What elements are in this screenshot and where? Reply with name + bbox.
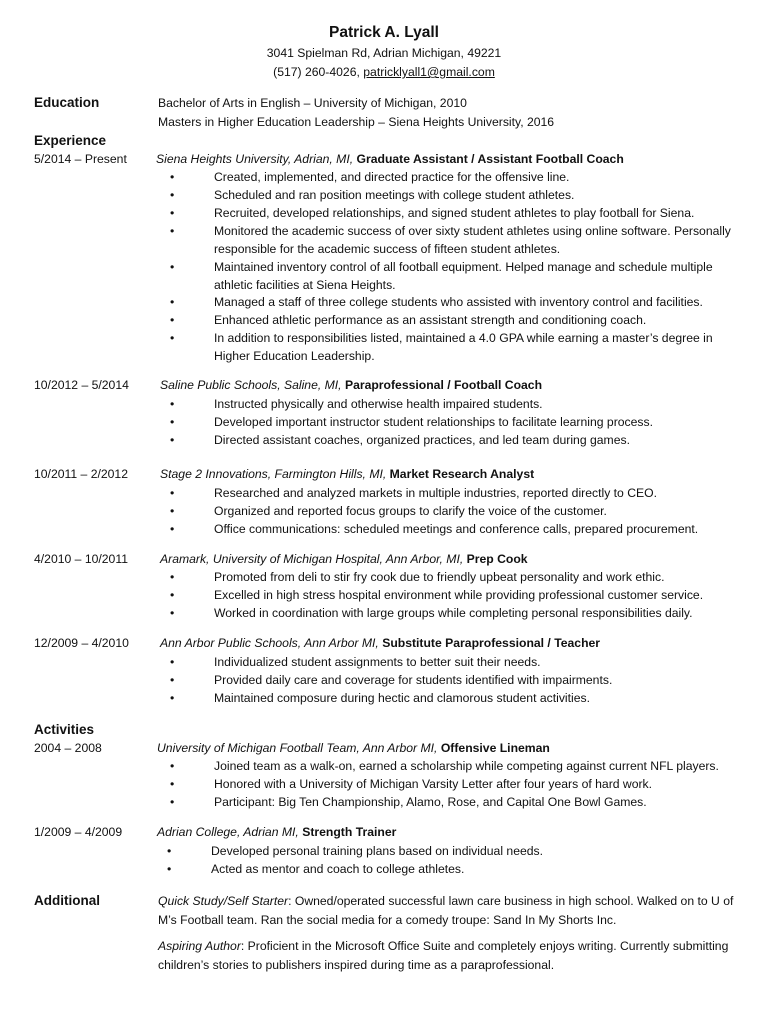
job-bullet: • In addition to responsibilities listed, maintained a 4.0 GPA while earning a master’s degree in Higher Education Leadership. — [214, 330, 744, 365]
activity-bullet: • Honored with a University of Michigan Varsity Letter after four years of hard work. — [214, 776, 744, 794]
job-bullet: • Created, implemented, and directed practice for the offensive line. — [214, 169, 744, 187]
job-bullet: • Directed assistant coaches, organized practices, and led team during games. — [214, 432, 744, 450]
job-bullet: • Managed a staff of three college students who assisted with inventory control and facilities. — [214, 294, 744, 312]
job-dates: 10/2012 – 5/2014 — [34, 378, 129, 392]
job-bullet: • Maintained composure during hectic and clamorous student activities. — [214, 690, 744, 708]
job-heading — [160, 467, 534, 481]
additional-item: Quick Study/Self Starter: Owned/operated successful lawn care business in high school. Walked on to U of M’s Football team. Ran the social media for a comedy troupe: Sand In My Shorts Inc. — [158, 894, 734, 927]
activity-organization: University of Michigan Football Team, Ann Arbor MI, — [157, 741, 441, 755]
education-heading: Education — [34, 95, 100, 110]
experience-heading: Experience — [34, 133, 107, 148]
job-organization: Ann Arbor Public Schools, Ann Arbor MI, — [160, 636, 383, 650]
education-line: Bachelor of Arts in English – University of Michigan, 2010 — [158, 96, 467, 110]
activity-bullet: • Acted as mentor and coach to college athletes. — [211, 861, 741, 879]
activity-bullet: • Developed personal training plans based on individual needs. — [211, 843, 741, 861]
activity-heading — [157, 741, 550, 755]
job-bullet: • Instructed physically and otherwise health impaired students. — [214, 396, 744, 414]
candidate-email-link[interactable]: patricklyall1@gmail.com — [363, 65, 495, 79]
job-title: Prep Cook — [466, 552, 528, 566]
additional-item-label: Quick Study/Self Starter — [158, 894, 289, 908]
activity-dates: 1/2009 – 4/2009 — [34, 825, 123, 839]
activity-title: Strength Trainer — [302, 825, 397, 839]
job-bullet: • Researched and analyzed markets in multiple industries, reported directly to CEO. — [214, 485, 744, 503]
job-title: Substitute Paraprofessional / Teacher — [382, 636, 601, 650]
candidate-name: Patrick A. Lyall — [329, 24, 439, 41]
candidate-address: 3041 Spielman Rd, Adrian Michigan, 49221 — [266, 46, 502, 60]
job-bullet: • Individualized student assignments to better suit their needs. — [214, 654, 744, 672]
job-heading — [160, 552, 528, 566]
candidate-phone: (517) 260-4026, — [273, 65, 364, 79]
job-title: Paraprofessional / Football Coach — [344, 378, 543, 392]
job-dates: 12/2009 – 4/2010 — [34, 636, 129, 650]
job-organization: Aramark, University of Michigan Hospital, Ann Arbor, MI, — [160, 552, 467, 566]
job-title: Graduate Assistant / Assistant Football Coach — [356, 152, 624, 166]
activity-organization: Adrian College, Adrian MI, — [157, 825, 303, 839]
job-heading — [156, 152, 624, 166]
job-bullet: • Developed important instructor student relationships to facilitate learning process. — [214, 414, 744, 432]
job-dates: 5/2014 – Present — [34, 152, 127, 166]
job-heading — [160, 378, 542, 392]
activity-title: Offensive Lineman — [440, 741, 550, 755]
activity-dates: 2004 – 2008 — [34, 741, 102, 755]
job-organization: Siena Heights University, Adrian, MI, — [156, 152, 357, 166]
job-organization: Saline Public Schools, Saline, MI, — [160, 378, 345, 392]
job-bullet: • Enhanced athletic performance as an assistant strength and conditioning coach. — [214, 312, 744, 330]
education-line: Masters in Higher Education Leadership – Siena Heights University, 2016 — [158, 115, 555, 129]
job-bullet: • Promoted from deli to stir fry cook due to friendly upbeat personality and work ethic. — [214, 569, 744, 587]
job-bullet: • Maintained inventory control of all football equipment. Helped manage and schedule multiple athletic facilities at Siena Heights. — [214, 259, 744, 294]
job-bullet: • Scheduled and ran position meetings with college student athletes. — [214, 187, 744, 205]
additional-item-label: Aspiring Author — [158, 939, 241, 953]
activity-bullet: • Joined team as a walk-on, earned a scholarship while competing against current NFL players. — [214, 758, 744, 776]
job-bullet: • Recruited, developed relationships, and signed student athletes to play football for Siena. — [214, 205, 744, 223]
job-dates: 4/2010 – 10/2011 — [34, 552, 128, 566]
job-dates: 10/2011 – 2/2012 — [34, 467, 128, 481]
job-heading — [160, 636, 600, 650]
job-bullet: • Excelled in high stress hospital environment while providing professional customer service. — [214, 587, 744, 605]
job-organization: Stage 2 Innovations, Farmington Hills, MI, — [160, 467, 390, 481]
job-bullet: • Organized and reported focus groups to clarify the voice of the customer. — [214, 503, 744, 521]
job-bullet: • Worked in coordination with large groups while completing personal responsibilities daily. — [214, 605, 744, 623]
additional-item: Aspiring Author: Proficient in the Microsoft Office Suite and completely enjoys writing. Currently submitting children’s stories to publishers inspired during time as a paraprofessional. — [158, 939, 729, 972]
candidate-contact — [0, 65, 768, 79]
activity-heading — [157, 825, 396, 839]
job-bullet: • Office communications: scheduled meetings and conference calls, prepared procurement. — [214, 521, 744, 539]
additional-item-text: Proficient in the Microsoft Office Suite and completely enjoys writing. Currently submitting children’s stories to publishers inspired during time as a paraprofessional. — [158, 939, 729, 972]
job-bullet: • Monitored the academic success of over sixty student athletes using online software. Personally responsible for the academic success of fifteen student athletes. — [214, 223, 744, 258]
activities-heading: Activities — [34, 722, 95, 737]
activity-bullet: • Participant: Big Ten Championship, Alamo, Rose, and Capital One Bowl Games. — [214, 794, 744, 812]
additional-heading: Additional — [34, 893, 100, 908]
job-bullet: • Provided daily care and coverage for students identified with impairments. — [214, 672, 744, 690]
additional-item-text: Owned/operated successful lawn care business in high school. Walked on to U of M’s Football team. Ran the social media for a comedy troupe: Sand In My Shorts Inc. — [158, 894, 734, 927]
job-title: Market Research Analyst — [389, 467, 535, 481]
